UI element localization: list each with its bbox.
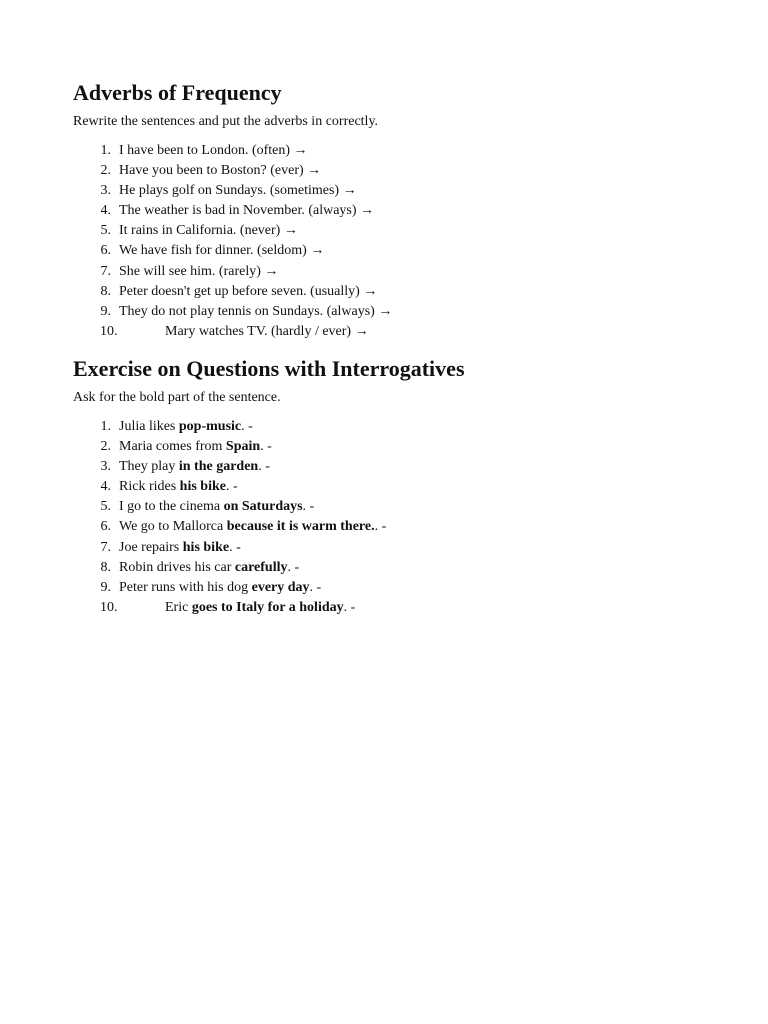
list-item [73, 141, 713, 161]
item-text-pre: Maria comes from [119, 439, 226, 455]
list-item [73, 437, 713, 457]
item-text-bold: in the garden [178, 459, 259, 475]
list-item [73, 517, 713, 537]
item-text-post: . - [309, 579, 322, 595]
list-item [73, 241, 713, 261]
list-item [73, 161, 713, 181]
item-text: We have fish for dinner. (seldom) → [119, 243, 325, 259]
item-number: 10. [100, 323, 118, 339]
list-item [73, 598, 713, 618]
item-number: 9. [100, 579, 111, 595]
item-number: 8. [100, 283, 111, 299]
item-text-post: . - [258, 459, 270, 475]
list-item [73, 221, 713, 241]
item-text-post: . - [302, 499, 315, 515]
item-text-pre: Rick rides [119, 479, 180, 495]
item-text-pre: Peter runs with his dog [119, 579, 252, 595]
item-text-bold: on Saturdays [223, 499, 303, 515]
item-text: Mary watches TV. (hardly / ever) → [165, 323, 369, 339]
item-text: The weather is bad in November. (always) → [119, 203, 375, 219]
list-item [73, 578, 713, 598]
item-number: 8. [100, 559, 111, 575]
item-text: Have you been to Boston? (ever) → [119, 163, 322, 179]
item-text [119, 477, 238, 497]
item-text-bold: pop-music [178, 418, 242, 434]
instruction-adverbs: Rewrite the sentences and put the adverbs in correctly. [73, 114, 379, 129]
list-item [73, 497, 713, 517]
list-item [73, 262, 713, 282]
section-interrogatives [73, 354, 713, 618]
item-number: 10. [100, 599, 118, 615]
item-number: 6. [100, 243, 111, 259]
item-number: 7. [100, 539, 111, 555]
item-text-post: . - [229, 539, 241, 555]
item-text [165, 598, 355, 618]
item-text-post: . - [343, 599, 356, 615]
item-text [119, 578, 321, 598]
list-item [73, 457, 713, 477]
item-number: 1. [100, 418, 111, 434]
list-item [73, 302, 713, 322]
item-text [119, 417, 253, 437]
item-number: 5. [100, 499, 111, 515]
exercise-list-adverbs [73, 141, 713, 342]
item-text-post: . - [260, 439, 272, 455]
item-number: 3. [100, 459, 111, 475]
list-item [73, 181, 713, 201]
item-text: It rains in California. (never) → [119, 223, 298, 239]
item-number: 1. [100, 143, 111, 158]
item-text [119, 517, 386, 537]
item-text-bold: because it is warm there. [226, 519, 375, 535]
item-text [119, 497, 314, 517]
item-text-post: . - [374, 519, 387, 535]
item-text-post: . - [287, 559, 300, 575]
item-text-pre: Joe repairs [119, 539, 183, 555]
item-number: 4. [100, 203, 111, 219]
item-text [119, 538, 241, 558]
item-text-bold: every day [251, 579, 310, 595]
list-item [73, 417, 713, 437]
list-item [73, 282, 713, 302]
item-number: 7. [100, 263, 111, 279]
item-text-bold: Spain [225, 439, 261, 455]
list-item [73, 322, 713, 342]
item-text-bold: his bike [182, 539, 230, 555]
item-number: 9. [100, 303, 111, 319]
item-text: Peter doesn't get up before seven. (usually) → [119, 283, 378, 299]
item-text-pre: Robin drives his car [119, 559, 235, 575]
list-item [73, 558, 713, 578]
item-text-pre: I go to the cinema [119, 499, 224, 515]
item-text-bold: goes to Italy for a holiday [191, 599, 344, 615]
list-item [73, 477, 713, 497]
item-text-post: . - [241, 418, 253, 434]
section-title-adverbs: Adverbs of Frequency [73, 80, 282, 105]
item-number: 6. [100, 519, 111, 535]
item-text [119, 457, 270, 477]
exercise-list-interrogatives [73, 417, 713, 618]
list-item [73, 538, 713, 558]
item-number: 2. [100, 439, 111, 455]
item-text-pre: We go to Mallorca [119, 519, 227, 535]
item-text [119, 437, 272, 457]
item-text: They do not play tennis on Sundays. (always) → [119, 303, 393, 319]
item-text-bold: his bike [179, 479, 226, 495]
document-page [73, 78, 713, 618]
item-text: She will see him. (rarely) → [119, 263, 279, 279]
item-text: He plays golf on Sundays. (sometimes) → [119, 183, 357, 199]
instruction-interrogatives: Ask for the bold part of the sentence. [73, 389, 281, 405]
item-number: 2. [100, 163, 111, 179]
item-text [119, 558, 299, 578]
item-text: I have been to London. (often) → [119, 143, 308, 158]
item-text-pre: Eric [165, 599, 192, 615]
item-number: 3. [100, 183, 111, 199]
item-text-pre: Julia likes [119, 418, 179, 434]
item-number: 5. [100, 223, 111, 239]
item-text-pre: They play [119, 459, 179, 475]
item-number: 4. [100, 479, 111, 495]
item-text-bold: carefully [234, 559, 288, 575]
list-item [73, 201, 713, 221]
item-text-post: . - [225, 479, 238, 495]
section-title-interrogatives: Exercise on Questions with Interrogatives [73, 355, 465, 381]
